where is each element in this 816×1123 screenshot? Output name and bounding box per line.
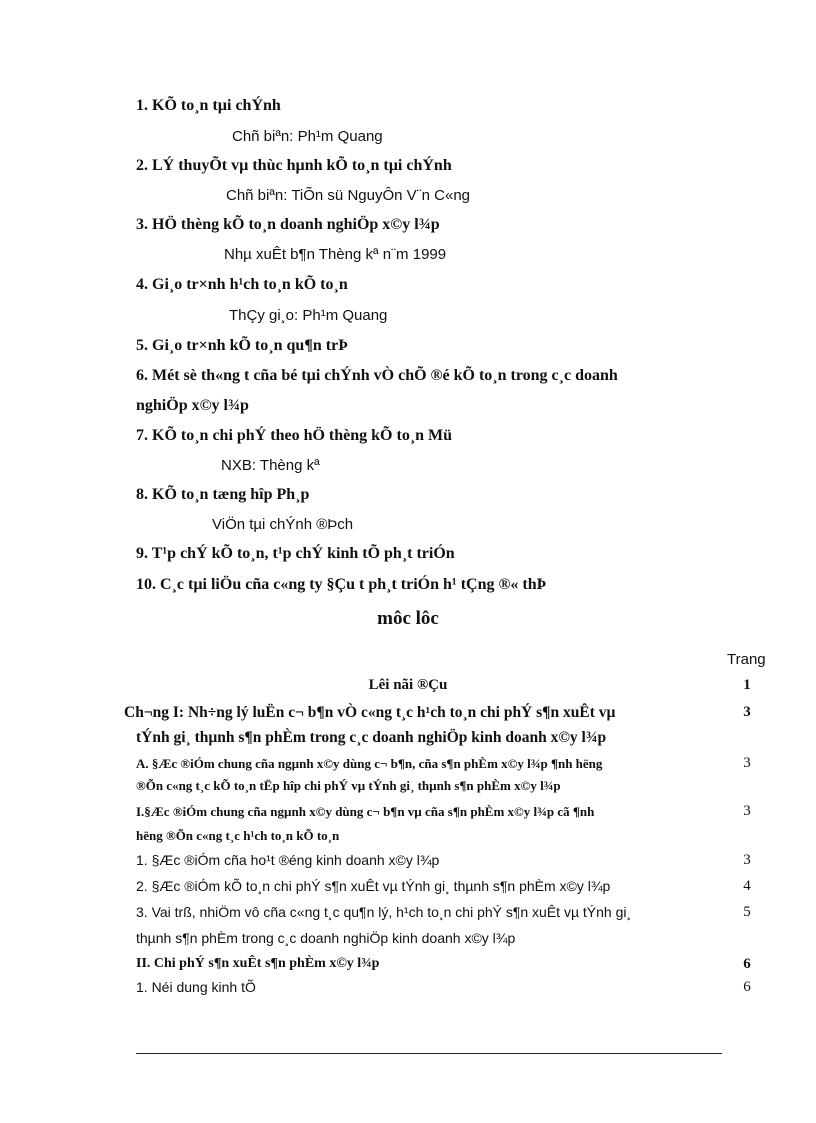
toc-page-number: 5 [743, 904, 751, 920]
toc-page-number: 6 [743, 956, 751, 972]
toc-entry-continued: ®Õn c«ng t¸c kÕ to¸n tËp hîp chi phÝ vµ tÝnh gi¸ thµnh s¶n phÈm x©y l¾p [136, 778, 561, 793]
toc-entry: II. Chi phÝ s¶n xuÊt s¶n phÈm x©y l¾p [136, 956, 380, 971]
toc-entry: Ch¬ng I: Nh÷ng lý luËn c¬ b¶n vÒ c«ng t¸c h¹ch to¸n chi phÝ s¶n xuÊt vµ [124, 704, 616, 721]
reference-title: 1. KÕ to¸n tµi chÝnh [136, 97, 281, 114]
reference-title: 10. C¸c tµi liÖu cña c«ng ty §Çu t ph¸t triÓn h¹ tÇng ®« thÞ [136, 576, 547, 593]
toc-title: môc lôc [377, 608, 439, 629]
reference-note: Chñ biªn: TiÕn sü NguyÔn V¨n C«ng [226, 187, 471, 204]
toc-entry: 2. §Æc ®iÓm kÕ to¸n chi phÝ s¶n xuÊt vµ tÝnh gi¸ thµnh s¶n phÈm x©y l¾p [136, 878, 611, 894]
reference-title: 9. T¹p chÝ kÕ to¸n, t¹p chÝ kinh tÕ ph¸t triÓn [136, 545, 455, 562]
toc-entry-continued: hëng ®Õn c«ng t¸c h¹ch to¸n kÕ to¸n [136, 828, 340, 843]
toc-page-number: 1 [743, 677, 751, 693]
toc-entry: 1. Néi dung kinh tÕ [136, 979, 256, 995]
reference-note: Nhµ xuÊt b¶n Thèng kª n¨m 1999 [224, 246, 447, 263]
reference-note: NXB: Thèng kª [221, 457, 320, 474]
toc-page-number: 3 [743, 852, 751, 868]
reference-note: ThÇy gi¸o: Ph¹m Quang [229, 307, 388, 324]
toc-entry: 1. §Æc ®iÓm cña ho¹t ®éng kinh doanh x©y l¾p [136, 852, 440, 868]
toc-entry-continued: thµnh s¶n phÈm trong c¸c doanh nghiÖp kinh doanh x©y l¾p [136, 930, 516, 946]
reference-title: 6. Mét sè th«ng t cña bé tµi chÝnh vÒ chÕ ®é kÕ to¸n trong c¸c doanh [136, 367, 618, 384]
toc-entry: I.§Æc ®iÓm chung cña ngµnh x©y dùng c¬ b¶n vµ cña s¶n phÈm x©y l¾p cã ¶nh [136, 804, 595, 819]
toc-entry-continued: tÝnh gi¸ thµnh s¶n phÈm trong c¸c doanh nghiÖp kinh doanh x©y l¾p [136, 729, 607, 746]
toc-entry: Lêi nãi ®Çu [368, 677, 448, 693]
toc-page-number: 6 [743, 979, 751, 995]
footer-divider [136, 1053, 722, 1054]
reference-title: 7. KÕ to¸n chi phÝ theo hÖ thèng kÕ to¸n Mü [136, 427, 453, 444]
reference-title: 3. HÖ thèng kÕ to¸n doanh nghiÖp x©y l¾p [136, 216, 440, 233]
toc-page-number: 3 [743, 755, 751, 771]
reference-title-continued: nghiÖp x©y l¾p [136, 397, 249, 414]
toc-page-number: 4 [743, 878, 751, 894]
reference-title: 8. KÕ to¸n tæng hîp Ph¸p [136, 486, 310, 503]
toc-page-number: 3 [743, 704, 751, 720]
reference-note: ViÖn tµi chÝnh ®Þch [212, 516, 354, 533]
reference-title: 4. Gi¸o tr×nh h¹ch to¸n kÕ to¸n [136, 276, 348, 293]
toc-entry: 3. Vai trß, nhiÖm vô cña c«ng t¸c qu¶n lý, h¹ch to¸n chi phÝ s¶n xuÊt vµ tÝnh gi¸ [136, 904, 632, 920]
toc-entry: A. §Æc ®iÓm chung cña ngµnh x©y dùng c¬ b¶n, cña s¶n phÈm x©y l¾p ¶nh hëng [136, 756, 603, 771]
toc-page-number: 3 [743, 803, 751, 819]
reference-title: 2. LÝ thuyÕt vµ thùc hµnh kÕ to¸n tµi chÝnh [136, 157, 452, 174]
reference-title: 5. Gi¸o tr×nh kÕ to¸n qu¶n trÞ [136, 337, 348, 354]
page-column-header: Trang [727, 651, 766, 668]
reference-note: Chñ biªn: Ph¹m Quang [232, 128, 383, 145]
